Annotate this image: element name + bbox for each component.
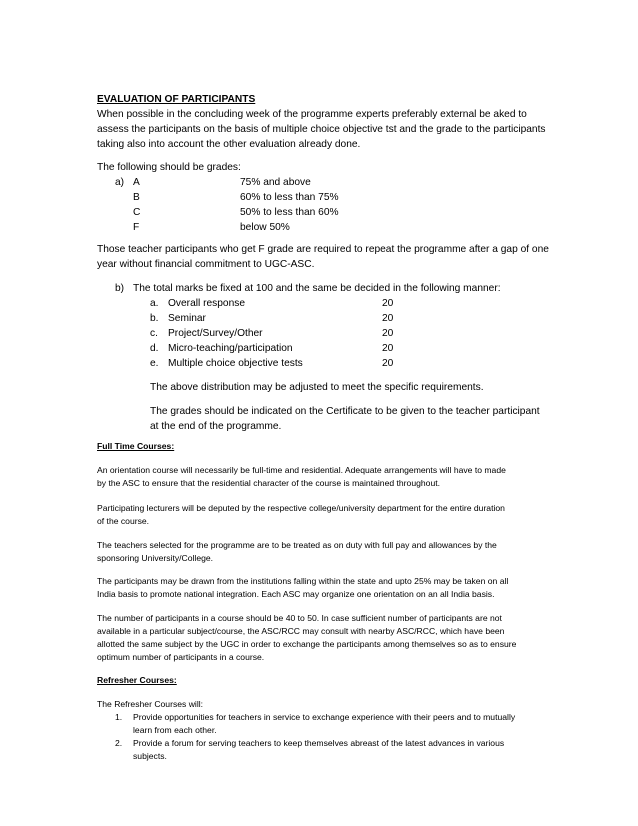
- list-marker: a): [115, 177, 125, 188]
- grade-range: 50% to less than 60%: [240, 207, 339, 218]
- list-item-line: Provide a forum for serving teachers to keep themselves abreast of the latest advances in various: [133, 738, 505, 748]
- marks-value: 20: [382, 358, 394, 369]
- paragraph-line: The teachers selected for the programme are to be treated as on duty with full pay and allowances by the: [97, 540, 497, 550]
- marks-item: Micro-teaching/participation: [168, 343, 293, 354]
- grades-intro: The following should be grades:: [97, 162, 241, 173]
- list-marker: b): [115, 283, 125, 294]
- intro-line: assess the participants on the basis of multiple choice objective tst and the grade to the participants: [97, 124, 546, 135]
- intro-line: taking also into account the other evaluation already done.: [97, 139, 361, 150]
- marks-letter: c.: [150, 328, 158, 339]
- grade-letter: F: [133, 222, 140, 233]
- grade-letter: C: [133, 207, 141, 218]
- paragraph-line: allotted the same subject by the UGC in order to exchange the participants among themselves so as to ensure: [97, 639, 517, 649]
- paragraph-line: optimum number of participants in a course.: [97, 652, 265, 662]
- marks-value: 20: [382, 298, 394, 309]
- list-item-line: Provide opportunities for teachers in service to exchange experience with their peers and to mutually: [133, 712, 516, 722]
- paragraph-line: The participants may be drawn from the institutions falling within the state and upto 25% may be taken on all: [97, 576, 509, 586]
- repeat-line: Those teacher participants who get F grade are required to repeat the programme after a gap of one: [97, 244, 549, 255]
- list-number: 1.: [115, 712, 123, 722]
- refresher-intro: The Refresher Courses will:: [97, 699, 204, 709]
- section-heading-refresher: Refresher Courses:: [97, 675, 177, 685]
- certificate-line: at the end of the programme.: [150, 421, 282, 432]
- grade-range: 75% and above: [240, 177, 311, 188]
- section-heading-evaluation: EVALUATION OF PARTICIPANTS: [97, 94, 256, 105]
- paragraph-line: The number of participants in a course should be 40 to 50. In case sufficient number of participants are not: [97, 613, 502, 623]
- certificate-line: The grades should be indicated on the Certificate to be given to the teacher participant: [150, 406, 540, 417]
- list-item-line: subjects.: [133, 751, 167, 761]
- marks-letter: b.: [150, 313, 159, 324]
- paragraph-line: India basis to promote national integration. Each ASC may organize one orientation on an all India basis.: [97, 589, 495, 599]
- paragraph-line: Participating lecturers will be deputed by the respective college/university department for the entire duration: [97, 503, 505, 513]
- paragraph-line: An orientation course will necessarily be full-time and residential. Adequate arrangements will have to made: [97, 465, 506, 475]
- list-number: 2.: [115, 738, 123, 748]
- list-item-line: learn from each other.: [133, 725, 217, 735]
- paragraph-line: by the ASC to ensure that the residential character of the course is maintained throughout.: [97, 478, 440, 488]
- grade-range: 60% to less than 75%: [240, 192, 339, 203]
- marks-letter: a.: [150, 298, 159, 309]
- repeat-line: year without financial commitment to UGC-ASC.: [97, 259, 315, 270]
- marks-letter: d.: [150, 343, 159, 354]
- marks-letter: e.: [150, 358, 159, 369]
- marks-intro: The total marks be fixed at 100 and the same be decided in the following manner:: [133, 283, 501, 294]
- distribution-note: The above distribution may be adjusted to meet the specific requirements.: [150, 382, 484, 393]
- marks-item: Overall response: [168, 298, 246, 309]
- paragraph-line: available in a particular subject/course, the ASC/RCC may consult with nearby ASC/RCC, which have been: [97, 626, 505, 636]
- grade-range: below 50%: [240, 222, 290, 233]
- marks-item: Multiple choice objective tests: [168, 358, 303, 369]
- marks-item: Project/Survey/Other: [168, 328, 263, 339]
- marks-value: 20: [382, 328, 394, 339]
- marks-value: 20: [382, 313, 394, 324]
- grade-letter: A: [133, 177, 140, 188]
- section-heading-full-time: Full Time Courses:: [97, 441, 175, 451]
- intro-line: When possible in the concluding week of the programme experts preferably external be aked to: [97, 109, 527, 120]
- paragraph-line: of the course.: [97, 516, 150, 526]
- marks-item: Seminar: [168, 313, 206, 324]
- paragraph-line: sponsoring University/College.: [97, 553, 214, 563]
- marks-value: 20: [382, 343, 394, 354]
- grade-letter: B: [133, 192, 140, 203]
